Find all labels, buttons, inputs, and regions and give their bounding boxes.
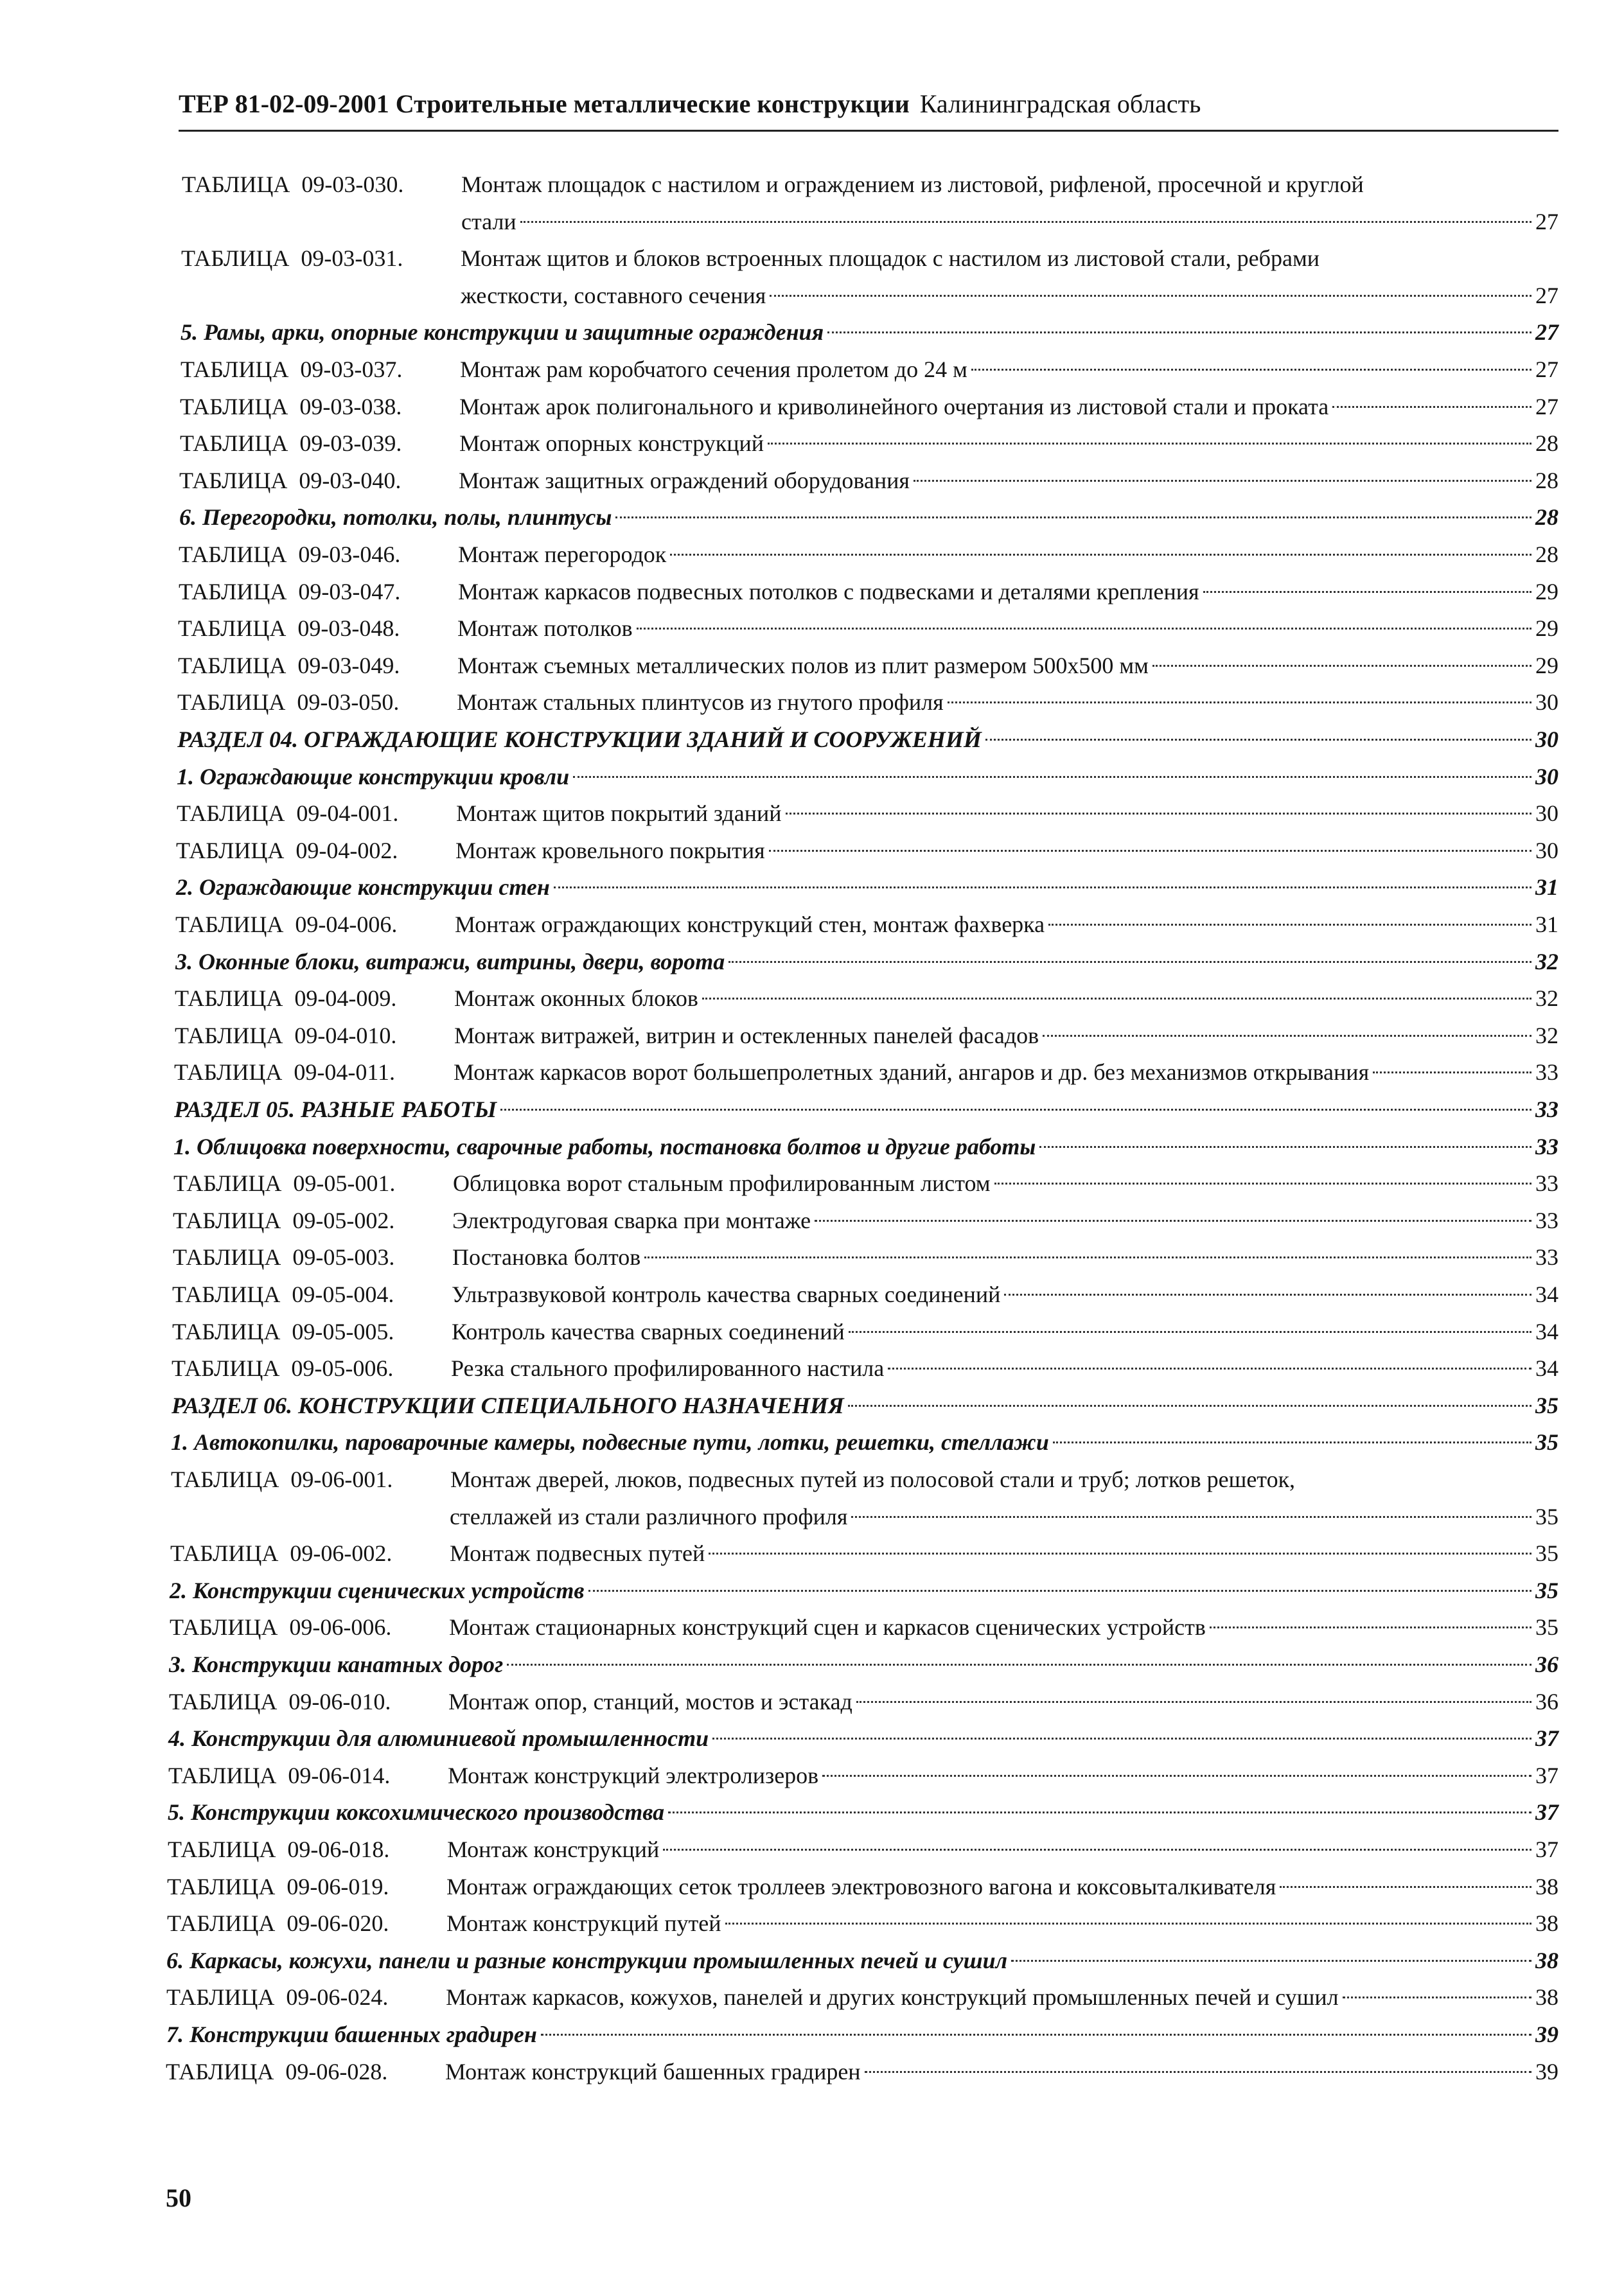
toc-section-title: 7. Конструкции башенных градирен: [166, 2022, 537, 2047]
toc-entry-title: Резка стального профилированного настила: [451, 1355, 885, 1381]
toc-entry-title: Монтаж потолков: [457, 615, 633, 641]
header-region: Калининградская область: [919, 89, 1201, 118]
toc-entry-title: Монтаж опорных конструкций: [459, 430, 764, 456]
toc-page-number: 30: [1535, 800, 1558, 826]
toc-entry-code: ТАБЛИЦА 09-04-010.: [175, 1023, 397, 1048]
toc-section-heading[interactable]: [181, 316, 1558, 348]
dot-leader: [1210, 1626, 1531, 1628]
toc-page-number: 29: [1535, 615, 1558, 641]
toc-entry-code: ТАБЛИЦА 09-03-049.: [178, 653, 400, 678]
toc-section-title: 5. Рамы, арки, опорные конструкции и защитные ограждения: [181, 319, 824, 345]
toc-entry-code: ТАБЛИЦА 09-04-001.: [177, 800, 399, 826]
dot-leader: [815, 1220, 1531, 1222]
toc-entry-code: ТАБЛИЦА 09-05-003.: [173, 1244, 395, 1270]
toc-section-title: РАЗДЕЛ 06. КОНСТРУКЦИИ СПЕЦИАЛЬНОГО НАЗНАЧЕНИЯ: [172, 1393, 844, 1418]
toc-section-title: 6. Перегородки, потолки, полы, плинтусы: [179, 504, 612, 530]
toc-entry[interactable]: [171, 1463, 1558, 1495]
dot-leader: [1373, 1071, 1531, 1073]
toc-entry-title: Монтаж ограждающих сеток троллеев электровозного вагона и коксовыталкивателя: [446, 1874, 1276, 1899]
toc-page-number: 35: [1535, 1540, 1558, 1566]
toc-entry-title: Контроль качества сварных соединений: [452, 1319, 845, 1344]
toc-entry-title: Монтаж каркасов подвесных потолков с подвесками и деталями крепления: [458, 579, 1199, 604]
toc-entry-title-continued: стеллажей из стали различного профиля: [450, 1504, 848, 1529]
toc-section-title: 3. Конструкции канатных дорог: [169, 1652, 504, 1677]
toc-entry-title: Монтаж стальных плинтусов из гнутого профиля: [457, 689, 944, 715]
toc-page-number: 33: [1535, 1208, 1558, 1233]
dot-leader: [786, 813, 1531, 815]
toc-page-number: 27: [1535, 394, 1558, 419]
toc-section-heading[interactable]: [179, 501, 1558, 533]
toc-page-number: 38: [1535, 1948, 1558, 1973]
toc-entry-continuation[interactable]: [461, 279, 1558, 312]
dot-leader: [1332, 406, 1531, 408]
toc-entry-code: ТАБЛИЦА 09-03-030.: [182, 172, 404, 197]
dot-leader: [588, 1590, 1531, 1592]
toc-entry-title: Монтаж каркасов, кожухов, панелей и других конструкций промышленных печей и сушил: [446, 1984, 1339, 2010]
toc-section-heading[interactable]: [173, 1131, 1558, 1163]
toc-section-title: 1. Ограждающие конструкции кровли: [177, 764, 570, 789]
toc-section-title: 2. Ограждающие конструкции стен: [176, 874, 550, 900]
toc-page-number: 36: [1535, 1689, 1558, 1714]
toc-section-heading[interactable]: [166, 1944, 1558, 1977]
toc-entry-title: Монтаж подвесных путей: [450, 1540, 705, 1566]
toc-page-number: 37: [1535, 1725, 1558, 1751]
toc-page-number: 34: [1535, 1355, 1558, 1381]
toc-entry-code: ТАБЛИЦА 09-06-028.: [166, 2059, 388, 2084]
toc-page-number: 30: [1535, 727, 1558, 752]
dot-leader: [770, 295, 1531, 297]
toc-page-number: 34: [1535, 1282, 1558, 1307]
toc-entry-title: Монтаж конструкций электролизеров: [448, 1763, 819, 1788]
toc-page-number: 37: [1535, 1837, 1558, 1862]
toc-entry-code: ТАБЛИЦА 09-05-006.: [172, 1355, 394, 1381]
toc-entry-code: ТАБЛИЦА 09-04-002.: [176, 838, 398, 863]
toc-entry[interactable]: [166, 1981, 1558, 2013]
toc-entry-title: Постановка болтов: [452, 1244, 641, 1270]
dot-leader: [554, 886, 1531, 888]
toc-page-number: 33: [1535, 1244, 1558, 1270]
toc-entry-code: ТАБЛИЦА 09-05-005.: [172, 1319, 394, 1344]
dot-leader: [822, 1775, 1531, 1777]
toc-entry[interactable]: [178, 649, 1558, 682]
toc-entry-title: Монтаж дверей, люков, подвесных путей из полосовой стали и труб; лотков решеток,: [450, 1467, 1296, 1492]
toc-entry[interactable]: [181, 242, 1558, 274]
dot-leader: [856, 1701, 1531, 1703]
dot-leader: [725, 1923, 1531, 1925]
toc-page-number: 36: [1535, 1652, 1558, 1677]
toc-page-number: 33: [1535, 1059, 1558, 1085]
toc-entry[interactable]: [172, 1278, 1558, 1310]
toc-page-number: 32: [1535, 985, 1558, 1011]
toc-entry[interactable]: [178, 612, 1558, 644]
toc-entry[interactable]: [173, 1241, 1558, 1273]
toc-entry[interactable]: [169, 1686, 1558, 1718]
toc-entry-code: ТАБЛИЦА 09-05-001.: [173, 1170, 396, 1196]
toc-section-heading[interactable]: [176, 871, 1558, 903]
toc-entry[interactable]: [176, 834, 1558, 867]
dot-leader: [768, 443, 1531, 445]
toc-page-number: 27: [1535, 357, 1558, 382]
toc-entry-code: ТАБЛИЦА 09-06-010.: [169, 1689, 391, 1714]
toc-entry-code: ТАБЛИЦА 09-03-039.: [180, 430, 402, 456]
toc-entry-code: ТАБЛИЦА 09-06-006.: [170, 1614, 392, 1640]
toc-page-number: 37: [1535, 1763, 1558, 1788]
toc-section-title: 2. Конструкции сценических устройств: [170, 1578, 585, 1603]
dot-leader: [1011, 1960, 1531, 1962]
toc-page-number: 27: [1535, 283, 1558, 308]
toc-entry[interactable]: [181, 353, 1558, 385]
toc-entry-code: ТАБЛИЦА 09-05-002.: [173, 1208, 395, 1233]
dot-leader: [712, 1738, 1531, 1740]
toc-page-number: 28: [1535, 468, 1558, 493]
toc-section-heading[interactable]: [166, 2018, 1558, 2050]
toc-entry-code: ТАБЛИЦА 09-06-014.: [168, 1763, 391, 1788]
toc-entry-title: Монтаж стационарных конструкций сцен и каркасов сценических устройств: [449, 1614, 1206, 1640]
toc-entry-title-continued: стали: [461, 209, 516, 234]
toc-entry-code: ТАБЛИЦА 09-06-024.: [166, 1984, 389, 2010]
toc-entry[interactable]: [167, 1907, 1558, 1939]
dot-leader: [573, 776, 1531, 778]
toc-entry[interactable]: [166, 2056, 1558, 2088]
toc-entry-title: Монтаж щитов покрытий зданий: [456, 800, 782, 826]
dot-leader: [769, 850, 1531, 852]
toc-entry-code: ТАБЛИЦА 09-05-004.: [172, 1282, 394, 1307]
toc-entry-code: ТАБЛИЦА 09-06-020.: [167, 1910, 389, 1936]
dot-leader: [1203, 591, 1531, 593]
toc-page-number: 33: [1535, 1170, 1558, 1196]
dot-leader: [1152, 665, 1531, 667]
toc-entry-code: ТАБЛИЦА 09-03-040.: [179, 468, 402, 493]
toc-entry-title: Облицовка ворот стальным профилированным листом: [453, 1170, 991, 1196]
toc-entry-title: Монтаж рам коробчатого сечения пролетом до 24 м: [460, 357, 967, 382]
toc-section-title: 3. Оконные блоки, витражи, витрины, двери, ворота: [175, 949, 725, 974]
dot-leader: [971, 369, 1531, 371]
toc-section-title: 5. Конструкции коксохимического производства: [168, 1799, 665, 1825]
toc-page-number: 30: [1535, 838, 1558, 863]
toc-page-number: 28: [1535, 430, 1558, 456]
toc-page-number: 33: [1535, 1097, 1558, 1122]
toc-page-number: 35: [1535, 1429, 1558, 1455]
toc-entry[interactable]: [168, 1759, 1558, 1792]
toc-entry[interactable]: [173, 1167, 1558, 1199]
toc-entry[interactable]: [182, 168, 1558, 200]
toc-section-heading[interactable]: [170, 1574, 1558, 1607]
dot-leader: [728, 961, 1531, 963]
toc-entry[interactable]: [168, 1833, 1558, 1865]
toc-page-number: 34: [1535, 1319, 1558, 1344]
toc-entry-continuation[interactable]: [450, 1501, 1558, 1533]
dot-leader: [644, 1256, 1531, 1258]
toc-section-title: РАЗДЕЛ 05. РАЗНЫЕ РАБОТЫ: [174, 1097, 497, 1122]
toc-section-heading[interactable]: [177, 723, 1558, 755]
toc-entry-title: Монтаж каркасов ворот большепролетных зданий, ангаров и др. без механизмов открывания: [454, 1059, 1370, 1085]
toc-entry[interactable]: [180, 391, 1558, 423]
toc-entry-code: ТАБЛИЦА 09-06-001.: [171, 1467, 393, 1492]
toc-entry-title: Монтаж площадок с настилом и ограждением из листовой, рифленой, просечной и круглой: [461, 172, 1364, 197]
toc-page-number: 31: [1535, 874, 1558, 900]
toc-entry[interactable]: [180, 427, 1558, 459]
dot-leader: [663, 1849, 1531, 1851]
toc-section-heading[interactable]: [168, 1722, 1558, 1754]
toc-section-title: 1. Автокопилки, пароварочные камеры, подвесные пути, лотки, решетки, стеллажи: [171, 1429, 1049, 1455]
toc-entry-title: Монтаж опор, станций, мостов и эстакад: [448, 1689, 852, 1714]
dot-leader: [848, 1405, 1531, 1407]
toc-entry-title: Монтаж конструкций: [447, 1837, 660, 1862]
toc-page-number: 37: [1535, 1799, 1558, 1825]
dot-leader: [670, 554, 1531, 556]
dot-leader: [637, 628, 1531, 630]
toc-page-number: 35: [1535, 1393, 1558, 1418]
toc-page-number: 27: [1535, 209, 1558, 234]
toc-entry[interactable]: [177, 797, 1558, 829]
toc-entry-code: ТАБЛИЦА 09-03-037.: [181, 357, 403, 382]
dot-leader: [888, 1368, 1531, 1370]
toc-page-number: 35: [1535, 1504, 1558, 1529]
toc-section-heading[interactable]: [174, 1093, 1558, 1125]
toc-page-number: 38: [1535, 1984, 1558, 2010]
toc-section-heading[interactable]: [172, 1389, 1558, 1422]
dot-leader: [914, 480, 1531, 482]
toc-entry[interactable]: [175, 1019, 1558, 1052]
toc-page-number: 29: [1535, 653, 1558, 678]
toc-entry-code: ТАБЛИЦА 09-03-047.: [179, 579, 401, 604]
dot-leader: [851, 1516, 1531, 1518]
header-document-title: ТЕР 81-02-09-2001 Строительные металлические конструкции: [179, 89, 910, 118]
dot-leader: [541, 2034, 1531, 2036]
toc-entry[interactable]: [173, 1204, 1558, 1237]
toc-page-number: 35: [1535, 1614, 1558, 1640]
dot-leader: [1004, 1294, 1531, 1296]
toc-section-title: 4. Конструкции для алюминиевой промышленности: [168, 1725, 709, 1751]
toc-page-number: 35: [1535, 1578, 1558, 1603]
toc-entry-code: ТАБЛИЦА 09-06-002.: [170, 1540, 393, 1566]
toc-entry-title: Монтаж конструкций путей: [446, 1910, 721, 1936]
toc-page-number: 39: [1535, 2059, 1558, 2084]
toc-entry-title: Электродуговая сварка при монтаже: [452, 1208, 811, 1233]
toc-page-number: 38: [1535, 1910, 1558, 1936]
toc-section-heading[interactable]: [168, 1796, 1558, 1828]
toc-page-number: 38: [1535, 1874, 1558, 1899]
dot-leader: [1280, 1886, 1531, 1888]
toc-page-number: 31: [1535, 912, 1558, 937]
page-number: 50: [166, 2183, 191, 2212]
toc-entry-code: ТАБЛИЦА 09-03-038.: [180, 394, 402, 419]
dot-leader: [994, 1183, 1531, 1185]
toc-entry[interactable]: [172, 1352, 1558, 1384]
toc-section-heading[interactable]: [171, 1426, 1558, 1458]
toc-entry-code: ТАБЛИЦА 09-03-050.: [177, 689, 400, 715]
toc-entry-title: Монтаж щитов и блоков встроенных площадок с настилом из листовой стали, ребрами: [461, 245, 1320, 271]
dot-leader: [1043, 1035, 1531, 1037]
toc-entry[interactable]: [179, 464, 1558, 497]
toc-entry-code: ТАБЛИЦА 09-04-011.: [174, 1059, 396, 1085]
dot-leader: [520, 221, 1531, 223]
toc-entry-title: Монтаж ограждающих конструкций стен, монтаж фахверка: [455, 912, 1045, 937]
dot-leader: [500, 1109, 1531, 1111]
dot-leader: [709, 1553, 1531, 1555]
toc-section-heading[interactable]: [169, 1648, 1558, 1680]
toc-entry-title: Монтаж витражей, витрин и остекленных панелей фасадов: [454, 1023, 1039, 1048]
toc-page-number: 32: [1535, 949, 1558, 974]
toc-section-title: РАЗДЕЛ 04. ОГРАЖДАЮЩИЕ КОНСТРУКЦИИ ЗДАНИЙ И СООРУЖЕНИЙ: [177, 727, 982, 752]
toc-page-number: 32: [1535, 1023, 1558, 1048]
dot-leader: [827, 331, 1531, 333]
dot-leader: [507, 1664, 1531, 1666]
dot-leader: [865, 2071, 1531, 2073]
toc-entry[interactable]: [177, 686, 1558, 718]
dot-leader: [1053, 1441, 1531, 1443]
toc-entry-code: ТАБЛИЦА 09-03-046.: [179, 542, 401, 567]
toc-entry-title: Монтаж арок полигонального и криволинейного очертания из листовой стали и проката: [459, 394, 1329, 419]
toc-entry[interactable]: [170, 1611, 1558, 1643]
toc-entry[interactable]: [179, 538, 1558, 570]
toc-entry[interactable]: [175, 908, 1558, 940]
toc-entry-title-continued: жесткости, составного сечения: [461, 283, 766, 308]
toc-entry-continuation[interactable]: [461, 206, 1558, 238]
toc-entry[interactable]: [174, 1056, 1558, 1088]
dot-leader: [1048, 924, 1531, 926]
toc-section-heading[interactable]: [177, 761, 1558, 793]
toc-entry-title: Монтаж съемных металлических полов из плит размером 500x500 мм: [457, 653, 1149, 678]
dot-leader: [702, 998, 1531, 1000]
toc-page-number: 33: [1535, 1134, 1558, 1159]
toc-entry-code: ТАБЛИЦА 09-03-048.: [178, 615, 400, 641]
toc-entry-title: Монтаж кровельного покрытия: [455, 838, 765, 863]
dot-leader: [1343, 1996, 1531, 1998]
toc-entry[interactable]: [167, 1871, 1558, 1903]
toc-entry-title: Монтаж оконных блоков: [454, 985, 698, 1011]
dot-leader: [1039, 1146, 1531, 1148]
toc-entry-code: ТАБЛИЦА 09-03-031.: [181, 245, 403, 271]
toc-entry-code: ТАБЛИЦА 09-04-009.: [175, 985, 397, 1011]
toc-section-title: 1. Облицовка поверхности, сварочные работы, постановка болтов и другие работы: [173, 1134, 1036, 1159]
dot-leader: [849, 1331, 1531, 1333]
toc-page-number: 28: [1535, 542, 1558, 567]
toc-entry-title: Монтаж перегородок: [458, 542, 667, 567]
toc-entry[interactable]: [170, 1537, 1558, 1569]
dot-leader: [985, 739, 1531, 741]
toc-page-number: 39: [1535, 2022, 1558, 2047]
toc-page-number: 29: [1535, 579, 1558, 604]
toc-entry[interactable]: [179, 576, 1558, 608]
toc-entry-code: ТАБЛИЦА 09-04-006.: [175, 912, 398, 937]
dot-leader: [615, 516, 1531, 518]
toc-entry-title: Монтаж защитных ограждений оборудования: [459, 468, 910, 493]
toc-section-title: 6. Каркасы, кожухи, панели и разные конструкции промышленных печей и сушил: [166, 1948, 1008, 1973]
toc-section-heading[interactable]: [175, 946, 1558, 978]
toc-page-number: 27: [1535, 319, 1558, 345]
toc-page-number: 30: [1535, 764, 1558, 789]
dot-leader: [948, 701, 1531, 703]
toc-entry-code: ТАБЛИЦА 09-06-019.: [167, 1874, 389, 1899]
toc-entry-code: ТАБЛИЦА 09-06-018.: [168, 1837, 390, 1862]
dot-leader: [668, 1811, 1531, 1813]
toc-entry[interactable]: [175, 982, 1558, 1014]
toc-entry-title: Монтаж конструкций башенных градирен: [445, 2059, 861, 2084]
toc-page-number: 30: [1535, 689, 1558, 715]
toc-entry[interactable]: [172, 1316, 1558, 1348]
toc-page-number: 28: [1535, 504, 1558, 530]
toc-entry-title: Ультразвуковой контроль качества сварных соединений: [452, 1282, 1001, 1307]
